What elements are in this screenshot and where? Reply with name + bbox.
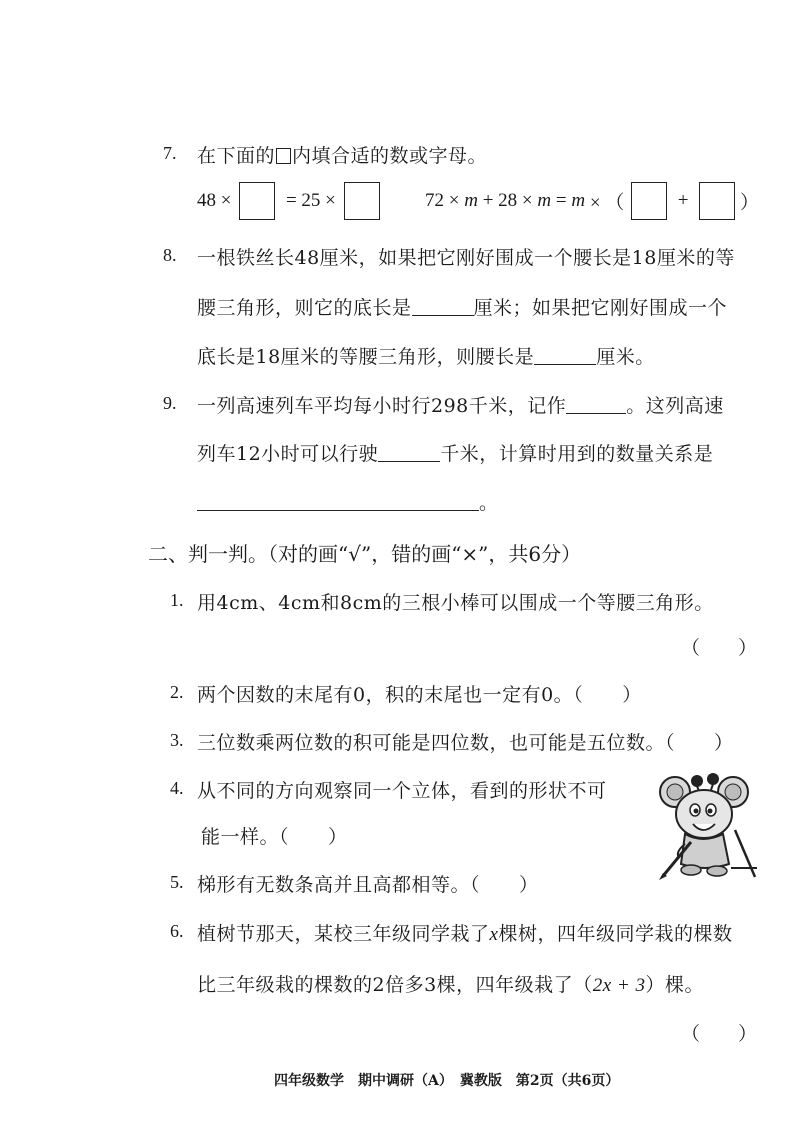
question-9-number: 9. <box>163 393 177 413</box>
judge-6-text-line-2 <box>197 970 704 997</box>
question-8-line-3 <box>197 342 655 369</box>
judge-6-answer-paren[interactable]: （ ） <box>681 1024 758 1045</box>
equation-2-part-c: = <box>551 190 572 211</box>
answer-blank-q9-3[interactable] <box>197 509 479 511</box>
answer-box-1[interactable] <box>239 182 275 220</box>
question-9-line-2-b: 千米，计算时用到的数量关系是 <box>440 443 714 465</box>
judge-6-number: 6. <box>170 921 184 941</box>
question-8-line-3-b: 厘米。 <box>596 346 655 368</box>
equation-2-part-d: × （ <box>585 192 625 214</box>
judge-4-statement-end: 能一样。 <box>201 826 280 848</box>
equation-2-plus: + <box>677 190 689 211</box>
question-7-number: 7. <box>163 143 177 163</box>
question-7-text-after: 内填合适的数或字母。 <box>292 145 488 167</box>
question-7-text <box>197 141 487 168</box>
judge-4-text-line-1: 从不同的方向观察同一个立体，看到的形状不可 <box>197 780 607 802</box>
question-9-line-1 <box>197 391 724 418</box>
answer-box-4[interactable] <box>699 182 735 220</box>
equation-2-var-m3: m <box>571 190 586 211</box>
judge-6-text-line-1 <box>197 919 732 946</box>
answer-box-2[interactable] <box>344 182 380 220</box>
equation-2-var-m1: m <box>464 190 478 211</box>
equation-2-part-b: + 28 × <box>477 190 538 211</box>
question-9-line-3-end: 。 <box>479 492 499 514</box>
judge-1-answer-paren[interactable]: （ ） <box>681 638 758 659</box>
equation-1-right: = 25 × <box>285 190 336 211</box>
judge-6-text2-a: 比三年级栽的棵数的2倍多3棵，四年级栽了（ <box>197 974 593 996</box>
judge-5-text <box>197 870 539 897</box>
answer-blank-q9-1[interactable] <box>566 412 626 414</box>
judge-5-number: 5. <box>170 872 184 892</box>
question-9-line-1-b: 。这列高速 <box>626 395 724 417</box>
question-9-line-2-a: 列车12小时可以行驶 <box>197 443 379 465</box>
question-7-text-before: 在下面的 <box>197 145 276 167</box>
judge-2-number: 2. <box>170 682 184 702</box>
judge-1-number: 1. <box>170 590 184 610</box>
question-9-line-1-a: 一列高速列车平均每小时行298千米，记作 <box>197 395 567 417</box>
equation-1 <box>197 182 380 220</box>
answer-blank-q8-2[interactable] <box>534 363 596 365</box>
question-8-line-2-a: 腰三角形，则它的底长是 <box>197 297 412 319</box>
question-8-number: 8. <box>163 245 177 265</box>
judge-5-answer-paren[interactable]: （ ） <box>470 875 539 896</box>
answer-blank-q8-1[interactable] <box>412 314 474 316</box>
judge-4-number: 4. <box>170 778 184 798</box>
judge-4-text-line-2 <box>201 822 348 849</box>
judge-5-statement: 梯形有无数条高并且高都相等。 <box>197 874 471 896</box>
judge-1-text: 用4cm、4cm和8cm的三根小棒可以围成一个等腰三角形。 <box>197 592 714 614</box>
page-footer: 四年级数学 期中调研（A） 冀教版 第2页（共6页） <box>274 1073 620 1089</box>
answer-blank-q9-2[interactable] <box>378 460 440 462</box>
judge-3-statement: 三位数乘两位数的积可能是四位数，也可能是五位数。 <box>197 732 666 754</box>
question-8-line-2-b: 厘米；如果把它刚好围成一个 <box>473 297 728 319</box>
question-9-line-3 <box>197 488 499 515</box>
equation-2-part-a: 72 × <box>425 190 465 211</box>
judge-6-text-a: 植树节那天，某校三年级同学栽了 <box>197 923 490 945</box>
judge-6-text-b: 棵树，四年级同学栽的棵数 <box>498 923 733 945</box>
judge-6-text2-b: ）棵。 <box>645 974 704 996</box>
answer-box-3[interactable] <box>631 182 667 220</box>
box-symbol-icon <box>276 148 291 164</box>
judge-3-number: 3. <box>170 730 184 750</box>
judge-4-answer-paren[interactable]: （ ） <box>279 827 348 848</box>
judge-6-expression: 2x + 3 <box>592 975 646 996</box>
mouse-mascot-illustration <box>645 772 765 882</box>
section-2-title: 二、判一判。（对的画“√”，错的画“×”，共6分） <box>148 542 582 566</box>
judge-3-text <box>197 728 734 755</box>
judge-6-variable-x: x <box>489 924 499 945</box>
question-8-line-2 <box>197 293 727 320</box>
judge-2-answer-paren[interactable]: （ ） <box>573 685 642 706</box>
equation-1-left: 48 × <box>197 190 232 211</box>
equation-2-var-m2: m <box>537 190 552 211</box>
judge-3-answer-paren[interactable]: （ ） <box>665 733 734 754</box>
question-8-line-3-a: 底长是18厘米的等腰三角形，则腰长是 <box>197 346 535 368</box>
question-8-line-1: 一根铁丝长48厘米，如果把它刚好围成一个腰长是18厘米的等 <box>197 247 735 269</box>
equation-2 <box>425 182 759 220</box>
judge-2-text <box>197 680 642 707</box>
equation-2-close: ） <box>740 192 760 214</box>
question-9-line-2 <box>197 439 713 466</box>
judge-2-statement: 两个因数的末尾有0，积的末尾也一定有0。 <box>197 684 574 706</box>
